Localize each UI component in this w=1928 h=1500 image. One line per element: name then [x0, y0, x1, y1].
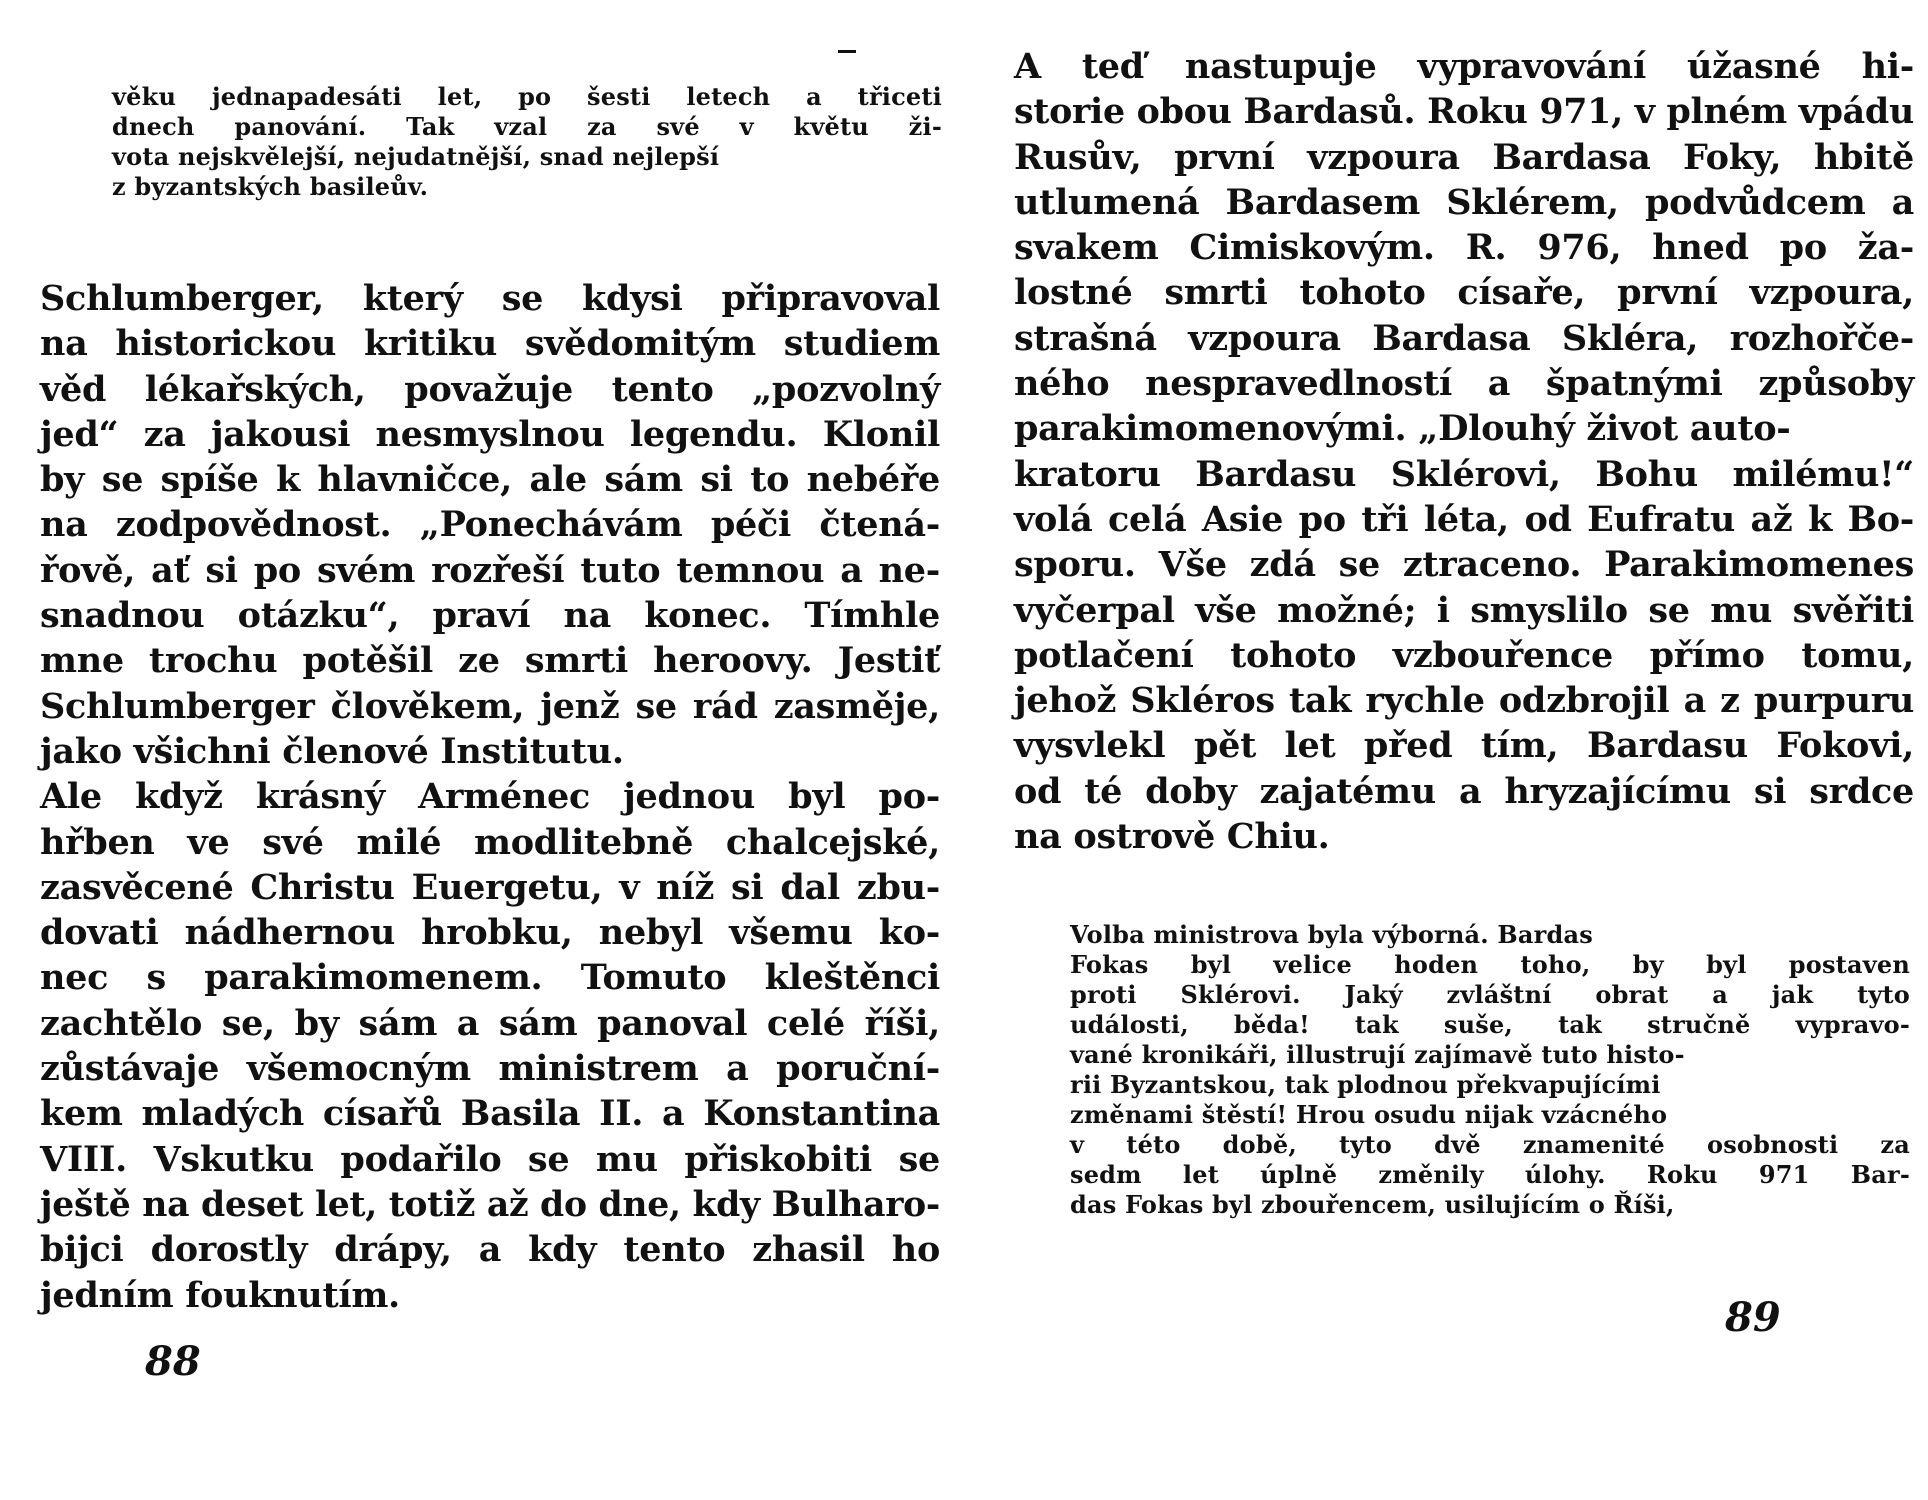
right-footnote	[1070, 920, 1910, 1220]
text-line: změnami štěstí! Hrou osudu nijak vzácného	[1070, 1100, 1668, 1129]
text-line: potlačení tohoto vzbouřence přímo tomu,	[1014, 634, 1914, 676]
right-page	[960, 0, 1928, 1500]
text-line: das Fokas byl zbouřencem, usilujícím o Říši,	[1070, 1190, 1675, 1219]
text-line: mne trochu potěšil ze smrti heroovy. Jestiť	[40, 640, 940, 682]
text-line: rii Byzantskou, tak plodnou překvapujícími	[1070, 1070, 1661, 1099]
text-line: Rusův, první vzpoura Bardasa Foky, hbitě	[1014, 136, 1914, 178]
text-line: Ale když krásný Arménec jednou byl po-	[40, 776, 940, 818]
text-line: strašná vzpoura Bardasa Skléra, rozhořče-	[1014, 317, 1914, 359]
text-line: bijci dorostly drápy, a kdy tento zhasil ho	[40, 1229, 940, 1271]
text-line: věku jednapadesáti let, po šesti letech a třiceti	[112, 82, 942, 111]
text-line: snadnou otázku“, praví na konec. Tímhle	[40, 595, 940, 637]
text-line: sedm let úplně změnily úlohy. Roku 971 Bar-	[1070, 1160, 1910, 1189]
text-line: utlumená Bardasem Sklérem, podvůdcem a	[1014, 181, 1914, 223]
text-line: zůstávaje všemocným ministrem a poruční-	[40, 1048, 940, 1090]
text-line: volá celá Asie po tři léta, od Eufratu až k Bo-	[1014, 498, 1914, 540]
text-line: jako všichni členové Institutu.	[40, 730, 624, 772]
text-line: na historickou kritiku svědomitým studiem	[40, 323, 940, 365]
text-line: Schlumberger, který se kdysi připravoval	[40, 278, 940, 319]
text-line: události, běda! tak suše, tak stručně vypravo-	[1070, 1010, 1910, 1039]
text-line: by se spíše k hlavničce, ale sám si to nebéře	[40, 459, 940, 501]
text-line: vota nejskvělejší, nejudatnější, snad nejlepší	[112, 142, 720, 171]
text-line: vyčerpal vše možné; i smyslilo se mu svěřiti	[1014, 589, 1914, 631]
text-line: svakem Cimiskovým. R. 976, hned po ža-	[1014, 227, 1914, 269]
text-line: zasvěcené Christu Euergetu, v níž si dal zbu-	[40, 866, 940, 908]
text-line: vané kronikáři, illustrují zajímavě tuto histo-	[1070, 1040, 1685, 1069]
text-line: dovati nádhernou hrobku, nebyl všemu ko-	[40, 912, 940, 954]
text-line: jed“ za jakousi nesmyslnou legendu. Klonil	[40, 413, 940, 455]
left-main-text	[40, 276, 940, 1318]
page-number-right: 89	[1725, 1294, 1781, 1341]
text-line: storie obou Bardasů. Roku 971, v plném vpádu	[1014, 91, 1914, 133]
text-line: vysvlekl pět let před tím, Bardasu Fokovi,	[1014, 725, 1914, 767]
page-number-left: 88	[145, 1338, 201, 1385]
text-line: kratoru Bardasu Sklérovi, Bohu milému!“	[1014, 453, 1914, 495]
left-page	[0, 0, 960, 1500]
text-line: VIII. Vskutku podařilo se mu přiskobiti se	[40, 1138, 940, 1180]
text-line: na ostrově Chiu.	[1014, 816, 1330, 858]
text-line: na zodpovědnost. „Ponechávám péči čtená-	[40, 504, 940, 546]
text-line: sporu. Vše zdá se ztraceno. Parakimomenes	[1014, 544, 1914, 586]
left-footnote	[112, 82, 942, 202]
text-line: Schlumberger člověkem, jenž se rád zasměje,	[40, 685, 940, 727]
ink-mark	[838, 50, 856, 53]
text-line: z byzantských basileův.	[112, 172, 429, 201]
text-line: proti Sklérovi. Jaký zvláštní obrat a jak tyto	[1070, 980, 1910, 1009]
text-line: řově, ať si po svém rozřeší tuto temnou a ne-	[40, 549, 940, 591]
text-line: zachtělo se, by sám a sám panoval celé říši,	[40, 1002, 940, 1044]
right-main-text	[1014, 44, 1914, 859]
text-line: Fokas byl velice hoden toho, by byl postaven	[1070, 950, 1910, 979]
text-line: parakimomenovými. „Dlouhý život auto-	[1014, 408, 1791, 450]
text-line: hřben ve své milé modlitebně chalcejské,	[40, 821, 940, 863]
text-line: nec s parakimomenem. Tomuto kleštěnci	[40, 957, 940, 999]
text-line: jedním fouknutím.	[40, 1274, 400, 1316]
text-line: Volba ministrova byla výborná. Bardas	[1070, 920, 1593, 949]
text-line: v této době, tyto dvě znamenité osobnosti za	[1070, 1130, 1910, 1159]
text-line: A teď nastupuje vypravování úžasné hi-	[1014, 46, 1914, 87]
text-line: od té doby zajatému a hryzajícímu si srdce	[1014, 770, 1914, 812]
text-line: lostné smrti tohoto císaře, první vzpoura,	[1014, 272, 1914, 314]
text-line: jehož Skléros tak rychle odzbrojil a z purpuru	[1014, 680, 1914, 722]
text-line: ještě na deset let, totiž až do dne, kdy Bulharo-	[40, 1183, 940, 1225]
text-line: dnech panování. Tak vzal za své v květu ži-	[112, 112, 942, 141]
text-line: kem mladých císařů Basila II. a Konstantina	[40, 1093, 940, 1135]
text-line: věd lékařských, považuje tento „pozvolný	[40, 368, 940, 410]
text-line: ného nespravedlností a špatnými způsoby	[1014, 363, 1914, 405]
